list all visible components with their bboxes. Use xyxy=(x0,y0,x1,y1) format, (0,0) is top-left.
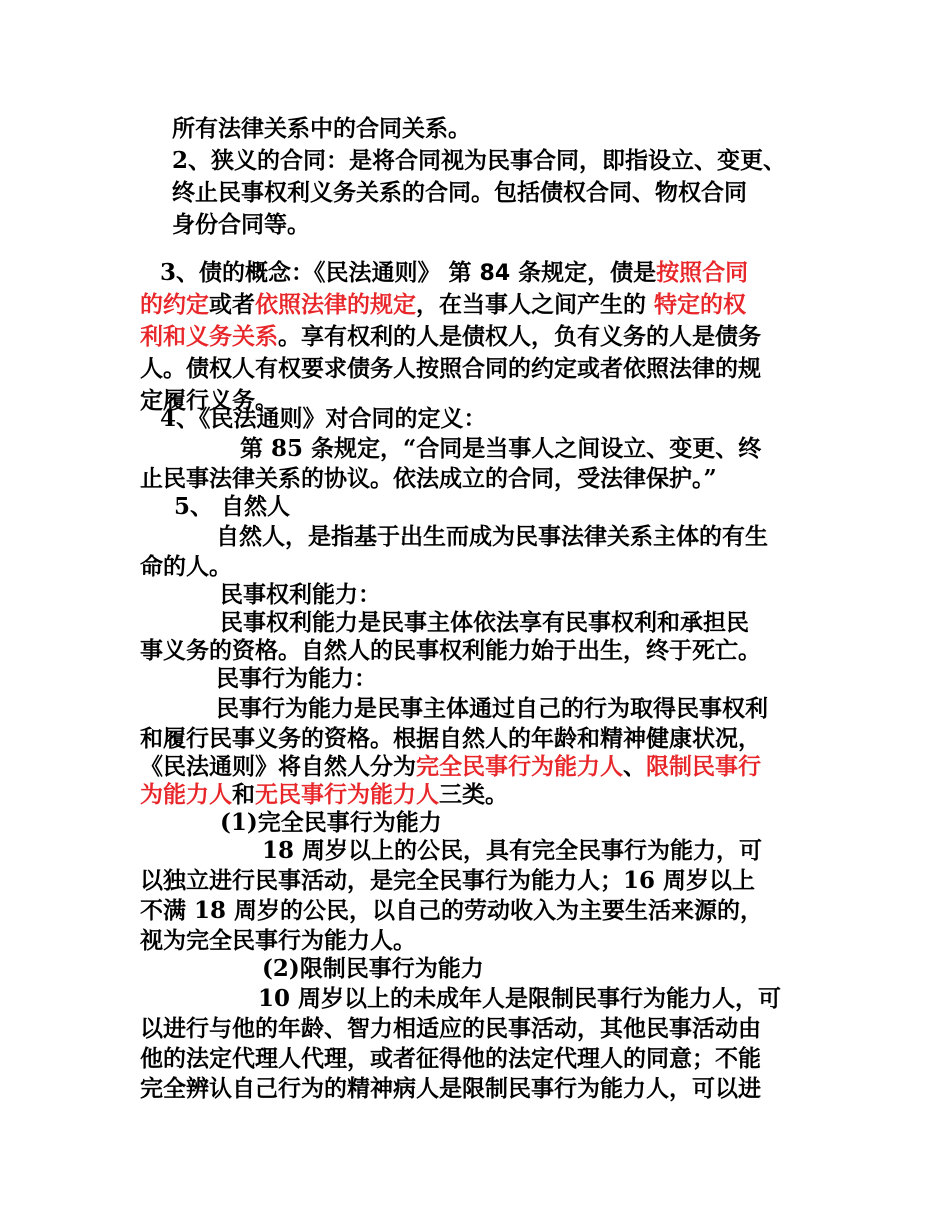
text-segment: 、 xyxy=(623,753,646,780)
highlighted-text: 按照合同 xyxy=(656,259,749,286)
text-line xyxy=(140,752,810,782)
text-line xyxy=(216,664,416,694)
text-line xyxy=(140,354,820,384)
text-line xyxy=(160,404,560,434)
text-segment: 以独立进行民事活动，是完全民事行为能力人；16 周岁以上 xyxy=(140,867,756,894)
highlighted-text: 利和义务关系 xyxy=(140,323,278,350)
text-line xyxy=(140,322,810,352)
text-segment: 或者 xyxy=(209,291,255,318)
text-segment: 民事行为能力是民事主体通过自己的行为取得民事权利 xyxy=(216,695,768,722)
text-line xyxy=(140,636,800,666)
text-segment: 和 xyxy=(232,781,255,808)
text-segment: 5、 自然人 xyxy=(174,493,291,520)
text-line xyxy=(160,258,810,289)
highlighted-text: 依照法律的规定 xyxy=(255,291,416,318)
text-segment: 第 85 条规定，“合同是当事人之间设立、变更、终 xyxy=(240,435,762,462)
highlighted-text: 为能力人 xyxy=(140,781,232,808)
text-segment: 人。债权人有权要求债务人按照合同的约定或者依照法律的规 xyxy=(140,355,761,382)
text-segment: 2、狭义的合同：是将合同视为民事合同，即指设立、变更、 xyxy=(172,147,787,174)
text-segment: 条规定，债是 xyxy=(510,259,657,286)
text-segment: 自然人，是指基于出生而成为民事法律关系主体的有生 xyxy=(216,523,768,550)
text-line xyxy=(140,780,540,810)
text-line xyxy=(140,1074,820,1104)
text-segment: 。享有权利的人是债权人，负有义务的人是债务 xyxy=(278,323,761,350)
text-line xyxy=(172,114,732,144)
text-segment: 事义务的资格。自然人的民事权利能力始于出生，终于死亡。 xyxy=(140,637,761,664)
text-line xyxy=(262,954,522,984)
text-segment: 终止民事权利义务关系的合同。包括债权合同、物权合同 xyxy=(172,179,747,206)
text-segment: 84 xyxy=(479,261,511,286)
text-line xyxy=(216,694,816,724)
text-segment: 民事权利能力： xyxy=(220,581,381,608)
text-segment: 4、《民法通则》对合同的定义： xyxy=(160,405,487,432)
text-line xyxy=(140,552,340,582)
text-line xyxy=(220,580,420,610)
highlighted-text: 限制民事行 xyxy=(646,753,761,780)
text-segment: 以进行与他的年龄、智力相适应的民事活动，其他民事活动由 xyxy=(140,1015,761,1042)
text-line xyxy=(140,724,810,754)
highlighted-text: 无民事行为能力人 xyxy=(255,781,439,808)
text-segment: 止民事法律关系的协议。依法成立的合同，受法律保护。” xyxy=(140,465,717,492)
highlighted-text: 完全民事行为能力人 xyxy=(416,753,623,780)
text-line xyxy=(140,896,790,926)
text-line xyxy=(262,836,802,866)
text-segment: 三类。 xyxy=(439,781,508,808)
text-line xyxy=(140,1014,810,1044)
text-line xyxy=(140,926,460,956)
text-segment: 命的人。 xyxy=(140,553,232,580)
text-line xyxy=(220,608,810,638)
highlighted-text: 的约定 xyxy=(140,291,209,318)
text-segment: 视为完全民事行为能力人。 xyxy=(140,927,416,954)
text-segment: 完全辨认自己行为的精神病人是限制民事行为能力人，可以进 xyxy=(140,1075,761,1102)
text-segment: 和履行民事义务的资格。根据自然人的年龄和精神健康状况， xyxy=(140,725,761,752)
highlighted-text: 特定的权 xyxy=(654,291,747,318)
text-segment: (2)限制民事行为能力 xyxy=(262,955,484,982)
text-segment: 10 周岁以上的未成年人是限制民事行为能力人，可 xyxy=(258,985,782,1012)
text-line xyxy=(172,178,812,208)
text-segment: ，在当事人之间产生的 xyxy=(416,291,655,318)
text-line xyxy=(172,146,832,176)
text-segment: 他的法定代理人代理，或者征得他的法定代理人的同意；不能 xyxy=(140,1045,761,1072)
text-line xyxy=(174,492,374,522)
text-segment: 3、债的概念：《民法通则》 第 xyxy=(160,259,480,286)
text-segment: (1)完全民事行为能力 xyxy=(220,809,442,836)
text-segment: 18 周岁以上的公民，具有完全民事行为能力，可 xyxy=(262,837,763,864)
text-line xyxy=(258,984,808,1014)
text-line xyxy=(172,210,472,240)
text-line xyxy=(240,434,800,464)
text-segment: 《民法通则》将自然人分为 xyxy=(140,753,416,780)
text-segment: 不满 18 周岁的公民，以自己的劳动收入为主要生活来源的， xyxy=(140,897,764,924)
text-segment: 身份合同等。 xyxy=(172,211,310,238)
text-line xyxy=(220,808,520,838)
text-line xyxy=(140,866,800,896)
text-segment: 民事行为能力： xyxy=(216,665,377,692)
text-line xyxy=(140,464,780,494)
text-line xyxy=(140,290,810,320)
text-segment: 所有法律关系中的合同关系。 xyxy=(172,115,471,142)
text-segment: 定履行义务。 xyxy=(140,387,278,414)
text-segment: 民事权利能力是民事主体依法享有民事权利和承担民 xyxy=(220,609,749,636)
text-line xyxy=(216,522,816,552)
text-line xyxy=(140,1044,810,1074)
